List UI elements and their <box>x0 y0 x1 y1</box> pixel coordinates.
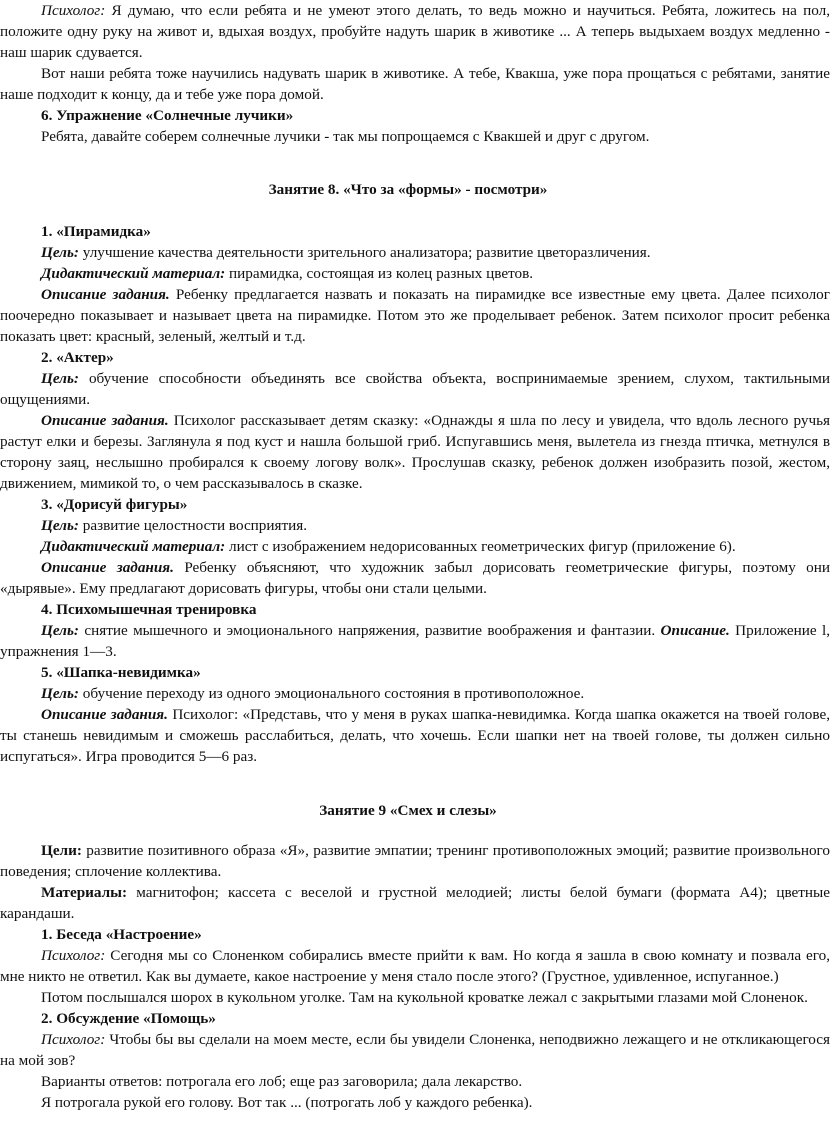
lesson-8-title-block <box>0 179 816 200</box>
heading-text: 5. «Шапка-невидимка» <box>41 664 201 681</box>
description-label: Описание задания. <box>41 286 170 303</box>
materials-line <box>0 882 830 924</box>
heading-text: 2. Обсуждение «Помощь» <box>41 1010 216 1027</box>
speaker-label: Психолог: <box>41 2 106 19</box>
paragraph: Вот наши ребята тоже научились надувать шарик в животике. А тебе, Квакша, уже пора прощаться с ребятами, занятие наше подходит к концу, да и тебе уже пора домой. <box>0 65 830 103</box>
description-text: Психолог рассказывает детям сказку: «Однажды я шла по лесу и увидела, что вдоль лесного ручья растут елки и березы. Заглянула я под куст и нашла большой гриб. Испугавшись меня, вылетела из гнезда птичка, метнулся в сторону заяц, неслышно пробирался к своему логову волк». Прослушав сказку, ребенок должен изобразить позой, жестом, движением, мимикой то, о чем рассказывалось в сказке. <box>0 412 830 492</box>
heading-text: 1. «Пирамидка» <box>41 223 151 240</box>
heading-text: 3. «Дорисуй фигуры» <box>41 496 188 513</box>
paragraph: Потом послышался шорох в кукольном уголке. Там на кукольной кроватке лежал с закрытыми глазами мой Слоненок. <box>41 989 808 1006</box>
goals-text: развитие позитивного образа «Я», развитие эмпатии; тренинг противоположных эмоций; развитие произвольного поведения; сплочение коллектива. <box>0 842 830 880</box>
paragraph: Варианты ответов: потрогала его лоб; еще раз заговорила; дала лекарство. <box>41 1073 523 1090</box>
goal-text: обучение способности объединять все свойства объекта, воспринимаемые зрением, слухом, тактильными ощущениями. <box>0 370 830 408</box>
paragraph-text: Я думаю, что если ребята и не умеют этого делать, то ведь можно и научиться. Ребята, ложитесь на пол, положите одну руку на живот и, вдыхая воздух, пробуйте надуть шарик в животике ... А теперь выдыхаем воздух медленно - наш шарик сдувается. <box>0 2 830 61</box>
heading-text: 1. Беседа «Настроение» <box>41 926 202 943</box>
exercise-heading <box>0 221 830 242</box>
goals-line <box>0 840 830 882</box>
goal-text: снятие мышечного и эмоционального напряжения, развитие воображения и фантазии. <box>84 622 656 639</box>
description-text: Приложение l, упражнения 1—3. <box>0 622 830 660</box>
heading-text: 2. «Актер» <box>41 349 114 366</box>
paragraph-text: Чтобы бы вы сделали на моем месте, если бы увидели Слоненка, неподвижно лежащего и не откликающегося на мой зов? <box>0 1031 830 1069</box>
description-label: Описание задания. <box>41 706 168 723</box>
goal-label: Цель: <box>41 517 79 534</box>
exercise-heading <box>0 347 830 368</box>
description-line <box>0 284 830 347</box>
materials-text: магнитофон; кассета с веселой и грустной мелодией; листы белой бумаги (формата А4); цветные карандаши. <box>0 884 830 922</box>
materials-label: Материалы: <box>41 884 128 901</box>
paragraph: Ребята, давайте соберем солнечные лучики - так мы попрощаемся с Квакшей и друг с другом. <box>41 128 650 145</box>
description-line <box>0 410 830 494</box>
goal-label: Цель: <box>41 244 79 261</box>
paragraph-text: Сегодня мы со Слоненком собирались вместе прийти к вам. Но когда я зашла в свою комнату и позвала его, мне никто не ответил. Как вы думаете, какое настроение у меня стало после этого? (Грустное, удивленное, испуганное.) <box>0 947 830 985</box>
goal-label: Цель: <box>41 685 79 702</box>
goal-text: улучшение качества деятельности зрительного анализатора; развитие цветоразличения. <box>82 244 651 261</box>
paragraph: Я потрогала рукой его голову. Вот так ... (потрогать лоб у каждого ребенка). <box>41 1094 533 1111</box>
lesson-9-body <box>0 840 830 1113</box>
heading-text: 6. Упражнение «Солнечные лучики» <box>41 107 294 124</box>
speaker-label: Психолог: <box>41 947 106 964</box>
goals-label: Цели: <box>41 842 82 859</box>
paragraph <box>0 1029 830 1071</box>
lesson-7-ending <box>0 0 830 147</box>
speaker-label: Психолог: <box>41 1031 106 1048</box>
lesson-title: Занятие 8. «Что за «формы» - посмотри» <box>268 181 548 198</box>
exercise-heading <box>0 105 830 126</box>
goal-line <box>0 683 830 704</box>
goal-text: развитие целостности восприятия. <box>82 517 308 534</box>
description-label: Описание задания. <box>41 559 174 576</box>
lesson-9-title-block <box>0 800 816 821</box>
goal-text: обучение переходу из одного эмоционального состояния в противоположное. <box>82 685 585 702</box>
description-line <box>0 557 830 599</box>
exercise-heading <box>0 924 830 945</box>
material-text: лист с изображением недорисованных геометрических фигур (приложение 6). <box>228 538 736 555</box>
exercise-heading <box>0 662 830 683</box>
description-text: Ребенку объясняют, что художник забыл дорисовать геометрические фигуры, поэтому они «дырявые». Ему предлагают дорисовать фигуры, чтобы они стали целыми. <box>0 559 830 597</box>
paragraph <box>0 945 830 987</box>
material-label: Дидактический материал: <box>41 265 226 282</box>
material-label: Дидактический материал: <box>41 538 226 555</box>
description-text: Психолог: «Представь, что у меня в руках шапка-невидимка. Когда шапка окажется на твоей голове, ты станешь невидимым и сможешь расслабиться, делать, что хочешь. Если шапки нет на твоей голове, ты должен сильно испугаться». Игра проводится 5—6 раз. <box>0 706 830 765</box>
description-text: Ребенку предлагается назвать и показать на пирамидке все известные ему цвета. Далее психолог поочередно показывает и называет цвета на пирамидке. Потом это же проделывает ребенок. Затем психолог просит ребенка показать цвет: красный, зеленый, желтый и т.д. <box>0 286 830 345</box>
description-label: Описание. <box>660 622 730 639</box>
goal-line <box>0 368 830 410</box>
goal-label: Цель: <box>41 622 79 639</box>
goal-line <box>0 515 830 536</box>
exercise-heading <box>0 494 830 515</box>
material-line <box>0 536 830 557</box>
goal-line <box>0 242 830 263</box>
exercise-heading <box>0 599 830 620</box>
paragraph <box>0 0 830 63</box>
goal-line <box>0 620 830 662</box>
description-line <box>0 704 830 767</box>
material-line <box>0 263 830 284</box>
goal-label: Цель: <box>41 370 79 387</box>
material-text: пирамидка, состоящая из колец разных цветов. <box>228 265 534 282</box>
heading-text: 4. Психомышечная тренировка <box>41 601 257 618</box>
lesson-8-body <box>0 221 830 767</box>
exercise-heading <box>0 1008 830 1029</box>
description-label: Описание задания. <box>41 412 169 429</box>
lesson-title: Занятие 9 «Смех и слезы» <box>319 802 497 819</box>
